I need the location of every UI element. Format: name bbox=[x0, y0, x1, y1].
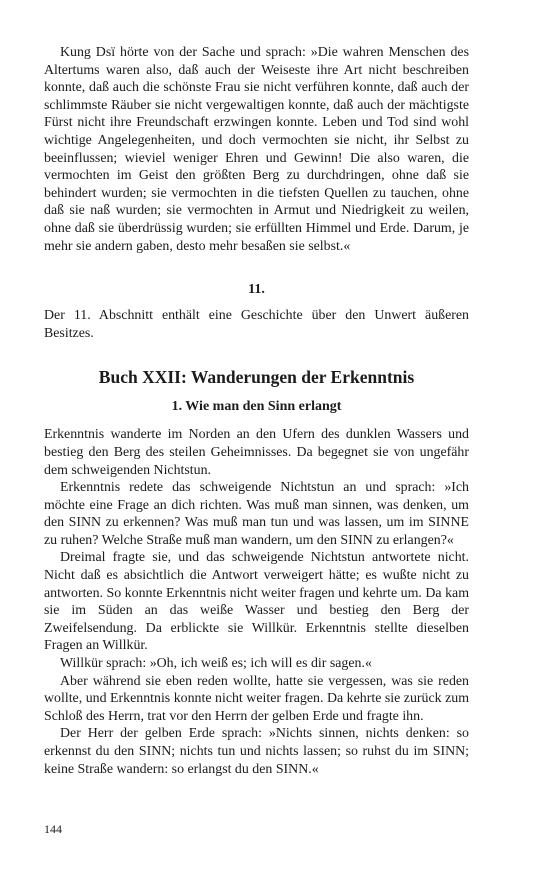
page-number: 144 bbox=[44, 822, 62, 836]
section-number: 11. bbox=[248, 282, 265, 298]
chapter-paragraph-3: Dreimal fragte sie, und das schweigende Nichtstun antwortete nicht. Nicht daß es absichtlich die Antwort verweigert hätte; es wußte nicht zu antworten. So konnte Erkenntnis nicht weiter fragen und kehrte um. Da kam sie im Süden an das weiße Wasser und bestieg den Berg der Zweifelsendung. Da erblickte sie Willkür. Erkenntnis stellte dieselben Fragen an Willkür. bbox=[44, 550, 469, 654]
chapter-title: 1. Wie man den Sinn erlangt bbox=[171, 399, 342, 415]
chapter-paragraph-5: Aber während sie eben reden wollte, hatte sie vergessen, was sie reden wollte, und Erkenntnis konnte nicht weiter fragen. Da kehrte sie zurück zum Schloß des Herrn, trat vor den Herrn der gelben Erde und fragte ihn. bbox=[44, 673, 469, 724]
chapter-paragraph-2: Erkenntnis redete das schweigende Nichtstun an und sprach: »Ich möchte eine Frage an dich richten. Was muß man sinnen, was denken, um den SINN zu erkennen? Was muß man tun und was lassen, um im SINNE zu ruhen? Welche Straße muß man wandern, um den SINN zu erlangen?« bbox=[44, 480, 469, 548]
chapter-paragraph-1: Erkenntnis wanderte im Norden an den Ufern des dunklen Wassers und bestieg den Berg des steilen Geheimnisses. Da begegnet sie von ungefähr dem schweigenden Nichtstun. bbox=[44, 427, 469, 478]
intro-paragraph: Kung Dsï hörte von der Sache und sprach: »Die wahren Menschen des Altertums waren also, daß auch der Weiseste ihre Art nicht beschreiben konnte, daß auch die schönste Frau sie nicht verführen konnte, daß auch der schlimmste Räuber sie nicht vergewaltigen konnte, daß auch der mächtigste Fürst nicht ihre Freundschaft erzwingen konnte. Leben und Tod sind wohl wichtige Angelegenheiten, und doch vermochten sie nicht, ihr Selbst zu beeinflussen; wieviel weniger Ehren und Gewinn! Die also waren, die vermochten im Geist den größten Berg zu durchdringen, ohne daß sie behindert wurden; sie vermochten in die tiefsten Quellen zu tauchen, ohne daß sie naß wurden; sie vermochten in Armut und Niedrigkeit zu weilen, ohne daß sie überdrüssig wurden; sie erfüllten Himmel und Erde. Darum, je mehr sie andern gaben, desto mehr besaßen sie selbst.« bbox=[44, 45, 469, 254]
section-summary: Der 11. Abschnitt enthält eine Geschichte über den Unwert äußeren Besitzes. bbox=[44, 308, 469, 341]
page-body bbox=[44, 44, 469, 778]
chapter-paragraph-6: Der Herr der gelben Erde sprach: »Nichts sinnen, nichts denken: so erkennst du den SINN; nichts tun und nichts lassen; so ruhst du im SINN; keine Straße wandern: so erlangst du den SINN.« bbox=[44, 726, 469, 777]
book-title: Buch XXII: Wanderungen der Erkenntnis bbox=[98, 367, 415, 388]
chapter-paragraph-4: Willkür sprach: »Oh, ich weiß es; ich will es dir sagen.« bbox=[60, 656, 372, 672]
